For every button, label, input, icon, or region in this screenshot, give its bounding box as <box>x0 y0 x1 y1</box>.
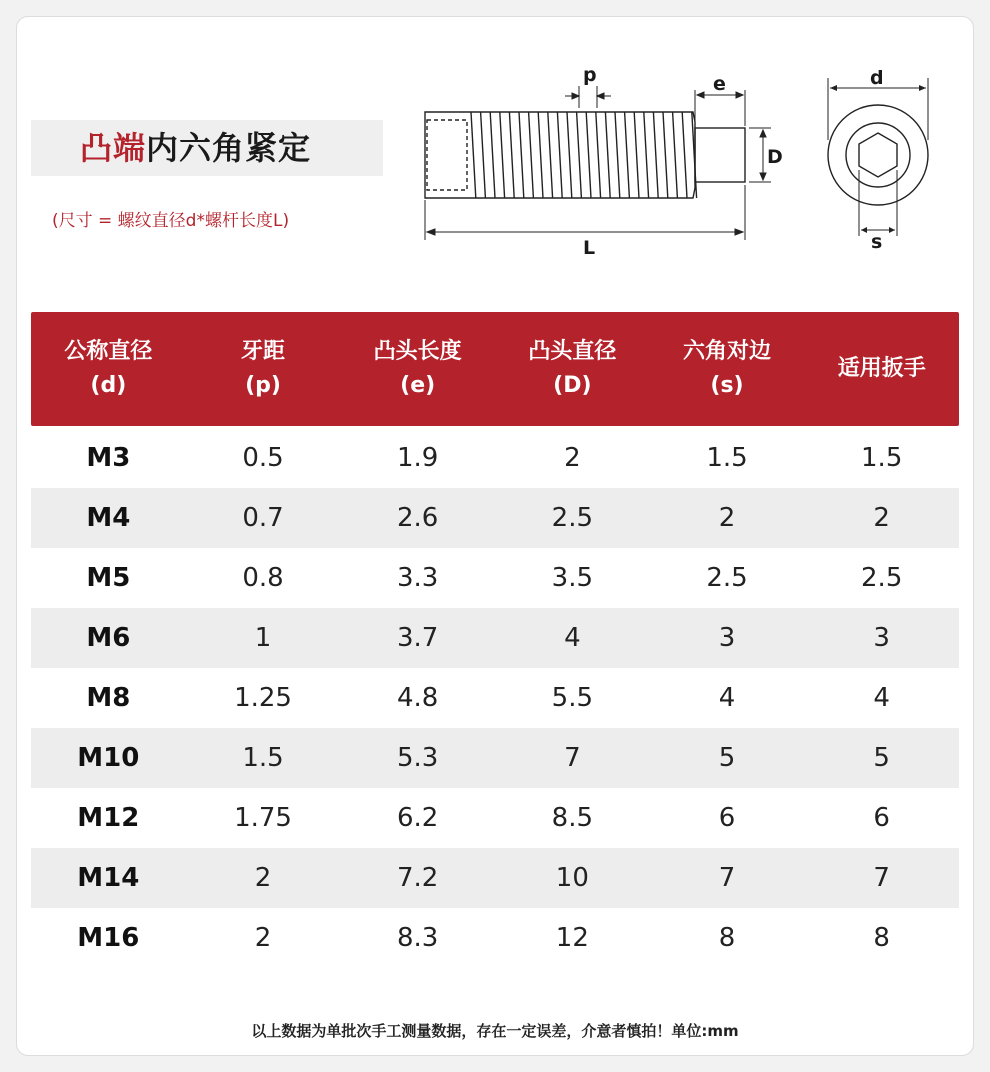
table-cell: 4 <box>718 683 736 713</box>
table-cell: 8 <box>873 923 890 953</box>
table-cell: 2.5 <box>551 503 594 533</box>
socket-hidden-line <box>427 120 467 190</box>
table-row <box>31 608 959 668</box>
table-cell: 6.2 <box>397 803 439 833</box>
column-header-label: 凸头长度 <box>373 339 462 364</box>
table-cell: 3.3 <box>397 563 439 593</box>
label-D: D <box>767 146 783 168</box>
table-row <box>31 428 959 488</box>
title-highlight: 凸端 <box>80 129 147 167</box>
dog-point <box>695 128 745 182</box>
label-s: s <box>871 231 883 253</box>
table-row <box>31 548 959 608</box>
table-cell: 7.2 <box>397 863 439 893</box>
table-cell: 1.5 <box>242 743 284 773</box>
table-cell: 2 <box>564 443 581 473</box>
table-cell: 3 <box>718 623 736 653</box>
table-cell: 0.5 <box>242 443 284 473</box>
column-header-symbol: (s) <box>710 373 744 398</box>
table-cell: M5 <box>86 563 131 593</box>
table-cell: 2 <box>718 503 736 533</box>
screw-end-view <box>828 78 928 236</box>
table-cell: 7 <box>564 743 581 773</box>
column-header-label: 牙距 <box>241 339 286 364</box>
table-row <box>31 668 959 728</box>
table-cell: 7 <box>718 863 736 893</box>
table-cell: M4 <box>86 503 131 533</box>
table-cell: 2 <box>254 923 272 953</box>
table-cell: 7 <box>873 863 890 893</box>
label-d: d <box>870 67 884 89</box>
table-cell: 0.7 <box>242 503 284 533</box>
title-main: 内六角紧定 <box>146 129 312 167</box>
table-cell: M3 <box>86 443 131 473</box>
table-cell: 8 <box>718 923 736 953</box>
set-screw-diagram <box>405 50 965 270</box>
table-cell: 1.25 <box>234 683 292 713</box>
table-cell: 5.3 <box>397 743 439 773</box>
table-cell: 6 <box>873 803 890 833</box>
label-L: L <box>583 237 596 259</box>
table-cell: 5 <box>873 743 890 773</box>
hex-socket <box>859 133 897 177</box>
table-cell: M8 <box>86 683 131 713</box>
table-row <box>31 908 959 968</box>
table-cell: 1.5 <box>861 443 903 473</box>
column-header <box>31 312 186 426</box>
column-header-label: 公称直径 <box>64 339 153 364</box>
column-header-symbol: (D) <box>553 373 592 398</box>
column-header <box>495 312 650 426</box>
size-formula: (尺寸 = 螺纹直径d*螺杆长度L) <box>52 211 290 231</box>
column-header <box>186 312 341 426</box>
table-cell: 2.5 <box>706 563 748 593</box>
table-row <box>31 728 959 788</box>
table-row <box>31 848 959 908</box>
thread-lines <box>471 112 697 198</box>
page-title <box>80 126 311 170</box>
column-header <box>650 312 805 426</box>
table-cell: M16 <box>77 923 140 953</box>
column-header <box>804 312 959 426</box>
table-cell: 3 <box>873 623 890 653</box>
table-cell: 5 <box>718 743 736 773</box>
table-cell: 1.5 <box>706 443 748 473</box>
table-cell: 1.75 <box>234 803 292 833</box>
spec-table-body <box>31 428 959 968</box>
table-cell: 8.3 <box>397 923 439 953</box>
footer-note: 以上数据为单批次手工测量数据，存在一定误差，介意者慎拍！单位:mm <box>251 1022 739 1040</box>
table-cell: 1.9 <box>397 443 439 473</box>
table-cell: 10 <box>555 863 589 893</box>
table-cell: 1 <box>254 623 272 653</box>
column-header-label: 六角对边 <box>683 339 772 364</box>
table-cell: M10 <box>77 743 140 773</box>
column-header-symbol: (d) <box>90 373 127 398</box>
label-e: e <box>713 73 726 95</box>
table-cell: M12 <box>77 803 140 833</box>
column-header-label: 凸头直径 <box>528 339 617 364</box>
column-header-symbol: (p) <box>245 373 281 398</box>
table-cell: 3.5 <box>551 563 594 593</box>
table-cell: 2 <box>873 503 890 533</box>
table-cell: 2.6 <box>397 503 439 533</box>
table-cell: 5.5 <box>551 683 594 713</box>
table-row <box>31 788 959 848</box>
table-cell: 3.7 <box>397 623 439 653</box>
table-header <box>31 312 959 426</box>
table-cell: M6 <box>86 623 131 653</box>
table-cell: 4.8 <box>397 683 439 713</box>
table-cell: 2 <box>254 863 272 893</box>
table-cell: 6 <box>718 803 736 833</box>
label-p: p <box>583 64 597 86</box>
table-cell: 2.5 <box>861 563 903 593</box>
table-cell: M14 <box>77 863 140 893</box>
column-header <box>340 312 495 426</box>
table-cell: 8.5 <box>551 803 594 833</box>
screw-side-view <box>425 112 745 198</box>
column-header-label: 适用扳手 <box>837 356 926 381</box>
table-cell: 4 <box>873 683 890 713</box>
table-cell: 4 <box>564 623 581 653</box>
table-cell: 12 <box>555 923 589 953</box>
table-cell: 0.8 <box>242 563 284 593</box>
column-header-symbol: (e) <box>400 373 436 398</box>
table-row <box>31 488 959 548</box>
